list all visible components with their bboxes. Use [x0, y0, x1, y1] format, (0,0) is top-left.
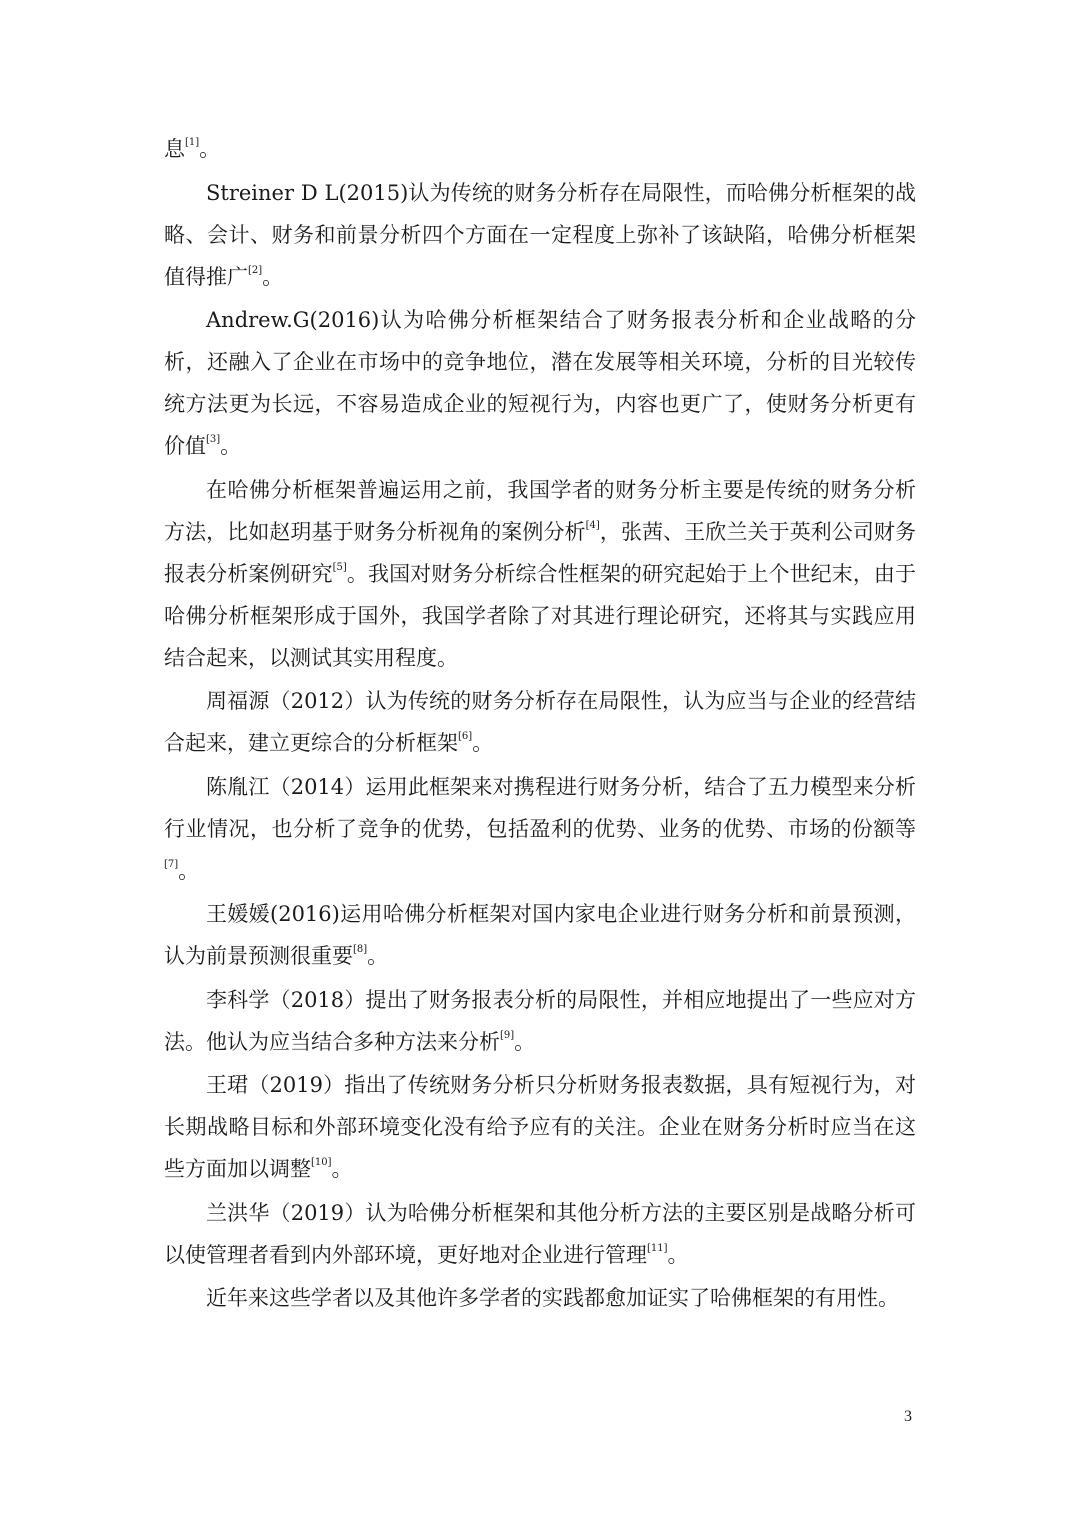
paragraph-continuation — [164, 128, 916, 170]
paragraph-text: Andrew.G(2016)认为哈佛分析框架结合了财务报表分析和企业战略的分析，还融入了企业在市场中的竞争地位，潜在发展等相关环境，分析的目光较传统方法更为长远，不容易造成企业的短视行为，内容也更广了，使财务分析更有价值 — [164, 308, 916, 458]
paragraph-punct: 。 — [199, 137, 221, 161]
citation-mark: [4] — [585, 519, 600, 531]
citation-mark: [11] — [647, 1242, 668, 1254]
paragraph-text: ，张茜、王欣兰关于英利公司财务报表分析案例研究 — [164, 519, 917, 586]
paragraph-conclusion — [164, 1277, 916, 1319]
paragraph-text: 。我国对财务分析综合性框架的研究起始于上个世纪末，由于哈佛分析框架形成于国外，我国学者除了对其进行理论研究，还将其与实践应用结合起来，以测试其实用程度。 — [164, 561, 917, 670]
paragraph-punct: 。 — [472, 731, 494, 755]
paragraph-punct: 。 — [331, 1157, 353, 1181]
citation-mark: [3] — [206, 434, 221, 445]
body-text — [164, 128, 916, 1321]
paragraph-streiner — [164, 172, 916, 298]
citation-mark: [2] — [248, 264, 263, 276]
citation-mark: [9] — [500, 1029, 515, 1041]
citation-mark: [5] — [332, 561, 347, 573]
paragraph-andrew — [164, 299, 916, 467]
paragraph-zhou — [164, 680, 916, 764]
citation-mark: [7] — [164, 858, 179, 870]
paragraph-text: 在哈佛分析框架普遍运用之前，我国学者的财务分析主要是传统的财务分析方法，比如赵玥基于财务分析视角的案例分析 — [164, 477, 916, 544]
paragraph-punct: 。 — [667, 1242, 689, 1267]
page-number: 3 — [904, 1408, 912, 1425]
paragraph-text: 王媛媛(2016)运用哈佛分析框架对国内家电企业进行财务分析和前景预测，认为前景预测很重要 — [164, 902, 916, 968]
paragraph-text: 王珺（2019）指出了传统财务分析只分析财务报表数据，具有短视行为，对长期战略目标和外部环境变化没有给予应有的关注。企业在财务分析时应当在这些方面加以调整 — [164, 1073, 916, 1181]
paragraph-punct: 。 — [262, 264, 284, 289]
paragraph-text: 兰洪华（2019）认为哈佛分析框架和其他分析方法的主要区别是战略分析可以使管理者看到内外部环境，更好地对企业进行管理 — [164, 1200, 916, 1267]
paragraph-punct: 。 — [514, 1029, 536, 1054]
citation-mark: [6] — [458, 731, 473, 742]
paragraph-text: 陈胤江（2014）运用此框架来对携程进行财务分析，结合了五力模型来分析行业情况，也分析了竞争的优势，包括盈利的优势、业务的优势、市场的份额等 — [164, 774, 916, 841]
paragraph-punct: 。 — [367, 944, 389, 968]
citation-mark: [1] — [185, 137, 200, 148]
paragraph-domestic-research — [164, 469, 916, 679]
paragraph-wang-yuanyuan — [164, 893, 916, 977]
paragraph-wang-jun — [164, 1064, 916, 1190]
paragraph-text: Streiner D L(2015)认为传统的财务分析存在局限性，而哈佛分析框架的战略、会计、财务和前景分析四个方面在一定程度上弥补了该缺陷，哈佛分析框架值得推广 — [164, 180, 916, 289]
paragraph-punct: 。 — [220, 434, 242, 458]
citation-mark: [10] — [311, 1157, 332, 1168]
paragraph-text: 息 — [164, 137, 185, 161]
paragraph-punct: 。 — [178, 858, 200, 883]
paragraph-li — [164, 979, 916, 1063]
paragraph-chen — [164, 766, 916, 892]
paragraph-text: 近年来这些学者以及其他许多学者的实践都愈加证实了哈佛框架的有用性。 — [206, 1286, 899, 1310]
paragraph-text: 李科学（2018）提出了财务报表分析的局限性，并相应地提出了一些应对方法。他认为应当结合多种方法来分析 — [164, 987, 916, 1054]
paragraph-text: 周福源（2012）认为传统的财务分析存在局限性，认为应当与企业的经营结合起来，建立更综合的分析框架 — [164, 689, 916, 755]
citation-mark: [8] — [353, 944, 368, 955]
paragraph-lan — [164, 1192, 916, 1276]
